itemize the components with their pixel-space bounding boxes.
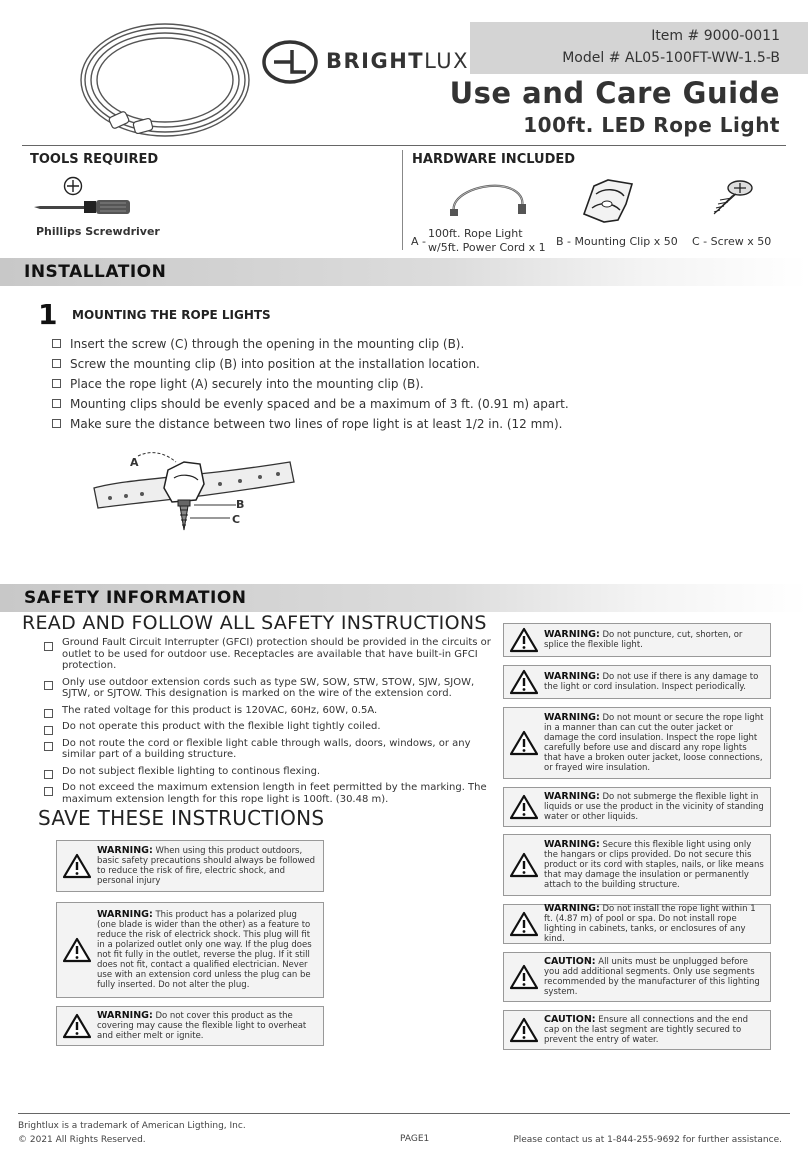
warning-box: WARNING: Do not cover this product as the covering may cause the flexible light to overheat and either melt or ignite. bbox=[56, 1006, 324, 1046]
warning-triangle-icon bbox=[63, 1013, 91, 1039]
tools-hardware-divider bbox=[402, 150, 403, 250]
installation-heading: INSTALLATION bbox=[24, 262, 167, 282]
page-subtitle: 100ft. LED Rope Light bbox=[523, 113, 780, 137]
list-item: Insert the screw (C) through the opening in the mounting clip (B). bbox=[52, 334, 572, 354]
hardware-a-line1: 100ft. Rope Light bbox=[428, 227, 523, 240]
contact-text: Please contact us at 1-844-255-9692 for further assistance. bbox=[513, 1135, 782, 1145]
header-divider bbox=[22, 145, 786, 146]
warning-triangle-icon bbox=[510, 730, 538, 756]
safety-instructions bbox=[44, 637, 496, 810]
trademark-text: Brightlux is a trademark of American Ligthing, Inc. bbox=[18, 1121, 246, 1131]
diagram-label-a: A bbox=[130, 456, 139, 469]
list-item: Screw the mounting clip (B) into position at the installation location. bbox=[52, 354, 572, 374]
list-item: Do not operate this product with the flexible light tightly coiled. bbox=[44, 721, 496, 733]
warning-box: WARNING: Do not install the rope light within 1 ft. (4.87 m) of pool or spa. Do not install rope lighting in cabinets, tanks, or enclosures of any kind. bbox=[503, 904, 771, 944]
warning-box: WARNING: This product has a polarized plug (one blade is wider than the other) as a feature to reduce the risk of electrick shock. This plug will fit in a polarized outlet only one way. If the plug does not fit fully in the outlet, reverse the plug. If it still does not fit, contact a qualified electrician. Never use with an extension cord unless the plug can be fully inserted. Do not alter the plug. bbox=[56, 902, 324, 998]
list-item: The rated voltage for this product is 120VAC, 60Hz, 60W, 0.5A. bbox=[44, 705, 496, 717]
warning-triangle-icon bbox=[510, 627, 538, 653]
list-item: Mounting clips should be evenly spaced and be a maximum of 3 ft. (0.91 m) apart. bbox=[52, 394, 572, 414]
list-item: Do not route the cord or flexible light cable through walls, doors, windows, or any similar part of a building structure. bbox=[44, 738, 496, 761]
warning-box: WARNING: Do not puncture, cut, shorten, or splice the flexible light. bbox=[503, 623, 771, 657]
warning-triangle-icon bbox=[510, 852, 538, 878]
step-title: MOUNTING THE ROPE LIGHTS bbox=[72, 308, 271, 322]
warning-box: WARNING: When using this product outdoors, basic safety precautions should always be followed to reduce the risk of fire, electric shock, and personal injury bbox=[56, 840, 324, 892]
installation-diagram bbox=[90, 448, 300, 538]
warning-triangle-icon bbox=[510, 794, 538, 820]
read-follow-heading: READ AND FOLLOW ALL SAFETY INSTRUCTIONS bbox=[22, 612, 487, 634]
brand-name: BRIGHTLUX bbox=[326, 49, 470, 73]
warning-box: WARNING: Secure this flexible light using only the hangars or clips provided. Do not secure this product or its cord with staples, nails, or like means that may damage the insulation or permanently attach to the building structure. bbox=[503, 834, 771, 896]
screw-icon bbox=[706, 178, 756, 218]
warning-triangle-icon bbox=[510, 964, 538, 990]
warning-triangle-icon bbox=[63, 937, 91, 963]
page-title: Use and Care Guide bbox=[449, 76, 780, 110]
hardware-c-label: C - Screw x 50 bbox=[692, 235, 772, 248]
item-number: Item # 9000-0011 bbox=[651, 28, 780, 44]
hardware-b-label: B - Mounting Clip x 50 bbox=[556, 235, 678, 248]
footer-divider bbox=[18, 1113, 790, 1114]
tools-heading: TOOLS REQUIRED bbox=[30, 152, 159, 167]
copyright-text: © 2021 All Rights Reserved. bbox=[18, 1135, 146, 1145]
warning-triangle-icon bbox=[510, 1017, 538, 1043]
list-item: Do not subject flexible lighting to continous flexing. bbox=[44, 766, 496, 778]
list-item: Ground Fault Circuit Interrupter (GFCI) protection should be provided in the circuits or outlet to be used for outdoor use. Receptacles are available that have built-in GFCI protection. bbox=[44, 637, 496, 672]
diagram-label-b: B bbox=[236, 498, 245, 511]
warning-box: WARNING: Do not mount or secure the rope light in a manner than can cut the outer jacket or damage the cord insulation. Inspect the rope light carefully before use and discard any rope lights that have a broken outer jacket, loose connections, or frayed wire insulation. bbox=[503, 707, 771, 779]
safety-heading: SAFETY INFORMATION bbox=[24, 588, 247, 608]
hardware-a-line2: w/5ft. Power Cord x 1 bbox=[428, 241, 546, 254]
installation-steps bbox=[52, 334, 572, 434]
phillips-screwdriver-icon bbox=[32, 176, 134, 218]
list-item: Make sure the distance between two lines of rope light is at least 1/2 in. (12 mm). bbox=[52, 414, 572, 434]
diagram-label-c: C bbox=[232, 513, 241, 526]
model-number: Model # AL05-100FT-WW-1.5-B bbox=[562, 50, 780, 66]
mounting-clip-icon bbox=[578, 174, 638, 226]
warning-box: WARNING: Do not submerge the flexible light in liquids or use the product in the vicinity of standing water or other liquids. bbox=[503, 787, 771, 827]
warning-triangle-icon bbox=[510, 669, 538, 695]
list-item: Only use outdoor extension cords such as type SW, SOW, STW, STOW, SJW, SJOW, SJTW, or SJTOW. This designation is marked on the wire of the extension cord. bbox=[44, 677, 496, 700]
save-instructions-heading: SAVE THESE INSTRUCTIONS bbox=[38, 806, 325, 830]
warning-box: WARNING: Do not use if there is any damage to the light or cord insulation. Inspect periodically. bbox=[503, 665, 771, 699]
step-number: 1 bbox=[38, 298, 58, 331]
rope-light-coil-illustration bbox=[70, 18, 260, 150]
warning-triangle-icon bbox=[510, 911, 538, 937]
caution-box: CAUTION: All units must be unplugged before you add additional segments. Only use segments recommended by the manufacturer of this lighting system. bbox=[503, 952, 771, 1002]
warning-triangle-icon bbox=[63, 853, 91, 879]
hardware-a-prefix: A - bbox=[411, 235, 426, 248]
hardware-heading: HARDWARE INCLUDED bbox=[412, 152, 576, 167]
list-item: Do not exceed the maximum extension length in feet permitted by the marking. The maximum extension length for this rope light is 100ft. (30.48 m). bbox=[44, 782, 496, 805]
list-item: Place the rope light (A) securely into the mounting clip (B). bbox=[52, 374, 572, 394]
rope-light-cord-icon bbox=[448, 178, 528, 220]
brightlux-logo-icon bbox=[262, 40, 318, 84]
caution-box: CAUTION: Ensure all connections and the end cap on the last segment are tightly secured to prevent the entry of water. bbox=[503, 1010, 771, 1050]
page-number: PAGE1 bbox=[400, 1134, 430, 1144]
tool-name: Phillips Screwdriver bbox=[36, 225, 160, 238]
